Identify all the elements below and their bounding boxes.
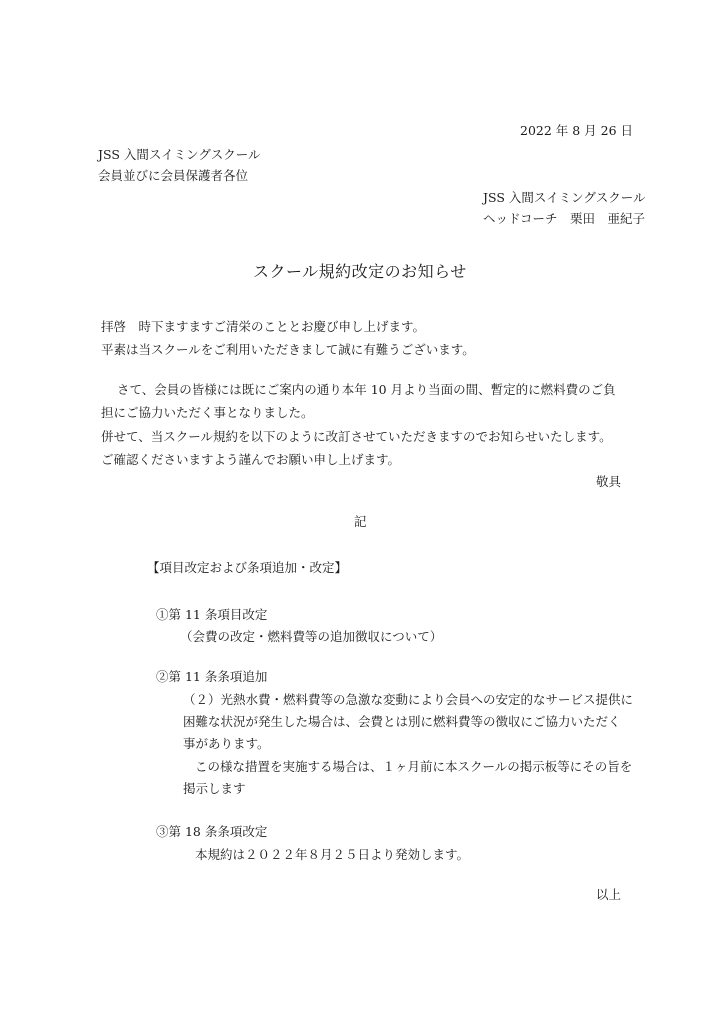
item2-line5: 掲示します	[183, 781, 246, 796]
recipient-members: 会員並びに会員保護者各位	[98, 168, 249, 183]
item2-title: ②第 11 条条項追加	[156, 669, 268, 684]
item3-title: ③第 18 条条項改定	[156, 824, 268, 839]
item2-line2: 困難な状況が発生した場合は、会費とは別に燃料費等の徴収にご協力いただく	[183, 714, 621, 729]
letter-date: 2022 年 8 月 26 日	[520, 123, 634, 138]
closing-keigu: 敬具	[596, 474, 622, 489]
sender-name: ヘッドコーチ 栗田 亜紀子	[483, 211, 646, 226]
item2-line1: （２）光熱水費・燃料費等の急激な変動により会員への安定的なサービス提供に	[183, 692, 634, 707]
sender-school: JSS 入間スイミングスクール	[483, 190, 646, 205]
page-title: スクール規約改定のお知らせ	[253, 262, 467, 281]
item3-detail: 本規約は２０２２年８月２５日より発効します。	[195, 847, 470, 862]
item2-line3: 事があります。	[183, 736, 270, 751]
item2-line4: この様な措置を実施する場合は、１ヶ月前に本スクールの掲示板等にその旨を	[195, 759, 633, 774]
section-header: 【項目改定および条項追加・改定】	[147, 560, 348, 575]
greeting-line-2: 平素は当スクールをご利用いただきまして誠に有難うございます。	[101, 342, 475, 357]
item1-title: ①第 11 条項目改定	[156, 607, 268, 622]
body-para3: ご確認くださいますよう謹んでお願い申し上げます。	[101, 452, 401, 467]
body-para2: 併せて、当スクール規約を以下のように改訂させていただきますのでお知らせいたします。	[101, 429, 612, 444]
body-para1-line2: 担にご協力いただく事となりました。	[101, 405, 314, 420]
recipient-school: JSS 入間スイミングスクール	[98, 147, 261, 162]
greeting-line-1: 拝啓 時下ますますご清栄のこととお慶び申し上げます。	[101, 319, 426, 334]
item1-detail: （会費の改定・燃料費等の追加徴収について）	[180, 629, 443, 644]
end-ijo: 以上	[596, 887, 622, 902]
ki-marker: 記	[354, 514, 367, 529]
body-para1-line1: さて、会員の皆様には既にご案内の通り本年 10 月より当面の間、暫定的に燃料費のご負	[117, 382, 616, 397]
